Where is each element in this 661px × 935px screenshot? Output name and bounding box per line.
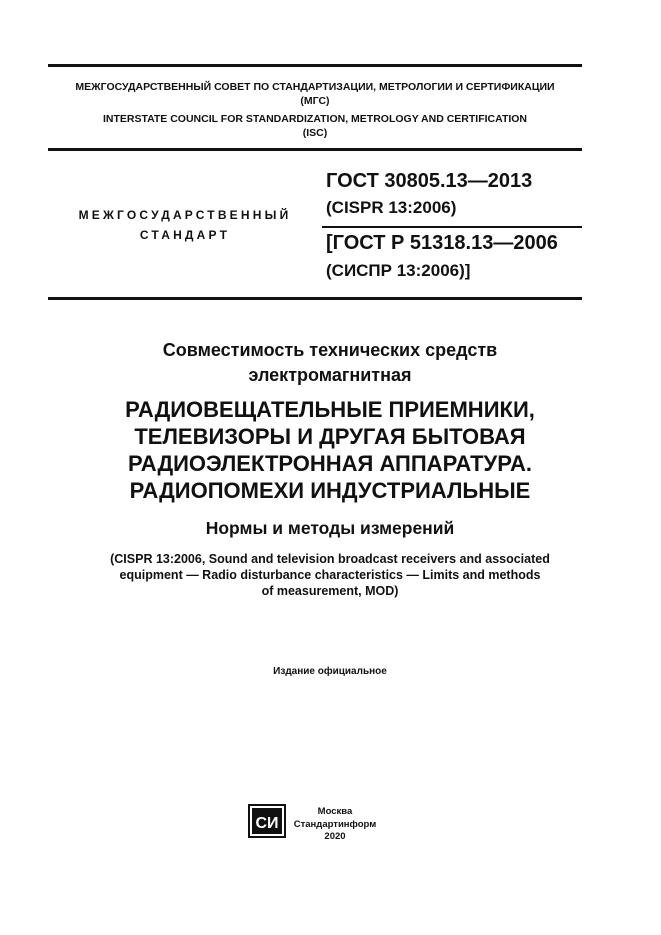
council-en-line2: (ISC) (302, 127, 328, 139)
title-line2: ТЕЛЕВИЗОРЫ И ДРУГАЯ БЫТОВАЯ (134, 424, 526, 449)
publisher-year: 2020 (324, 831, 346, 842)
council-ru-line1: МЕЖГОСУДАРСТВЕННЫЙ СОВЕТ ПО СТАНДАРТИЗАЦИИ, МЕТРОЛОГИИ И СЕРТИФИКАЦИИ (75, 81, 555, 93)
council-en (48, 112, 582, 140)
gost-r-designation: [ГОСТ Р 51318.13—2006 (326, 232, 558, 254)
norms-heading: Нормы и методы измерений (205, 518, 455, 538)
standard-type-line2: СТАНДАРТ (139, 228, 231, 242)
designation-bottom-rule (48, 297, 582, 300)
council-ru (48, 80, 582, 108)
title-line1: РАДИОВЕЩАТЕЛЬНЫЕ ПРИЕМНИКИ, (125, 397, 535, 422)
english-title-line1: (CISPR 13:2006, Sound and television broadcast receivers and associated (110, 552, 550, 566)
publisher-city: Москва (317, 806, 353, 817)
council-en-line1: INTERSTATE COUNCIL FOR STANDARDIZATION, METROLOGY AND CERTIFICATION (102, 113, 528, 125)
subtitle (30, 338, 630, 388)
sispr-designation: (СИСПР 13:2006)] (326, 261, 471, 280)
designation-rule (322, 226, 582, 228)
top-rule (48, 64, 582, 67)
gost-designation: ГОСТ 30805.13—2013 (326, 170, 533, 192)
english-title-line2: equipment — Radio disturbance characteristics — Limits and methods (119, 568, 541, 582)
publisher (290, 806, 380, 844)
header-rule (48, 148, 582, 151)
subtitle-line2: электромагнитная (248, 365, 412, 385)
document-title (30, 396, 630, 504)
standartinform-logo-icon (248, 804, 286, 838)
english-title (30, 551, 630, 599)
title-line4: РАДИОПОМЕХИ ИНДУСТРИАЛЬНЫЕ (129, 478, 531, 503)
logo-text: СИ (255, 815, 279, 832)
subtitle-line1: Совместимость технических средств (162, 340, 498, 360)
cispr-designation: (CISPR 13:2006) (326, 198, 457, 217)
title-line3: РАДИОЭЛЕКТРОННАЯ АППАРАТУРА. (128, 451, 532, 476)
english-title-line3: of measurement, MOD) (261, 584, 399, 598)
standard-type-line1: МЕЖГОСУДАРСТВЕННЫЙ (78, 208, 292, 222)
council-ru-line2: (МГС) (300, 95, 330, 107)
publisher-name: Стандартинформ (293, 818, 377, 830)
edition-label: Издание официальное (273, 666, 387, 677)
